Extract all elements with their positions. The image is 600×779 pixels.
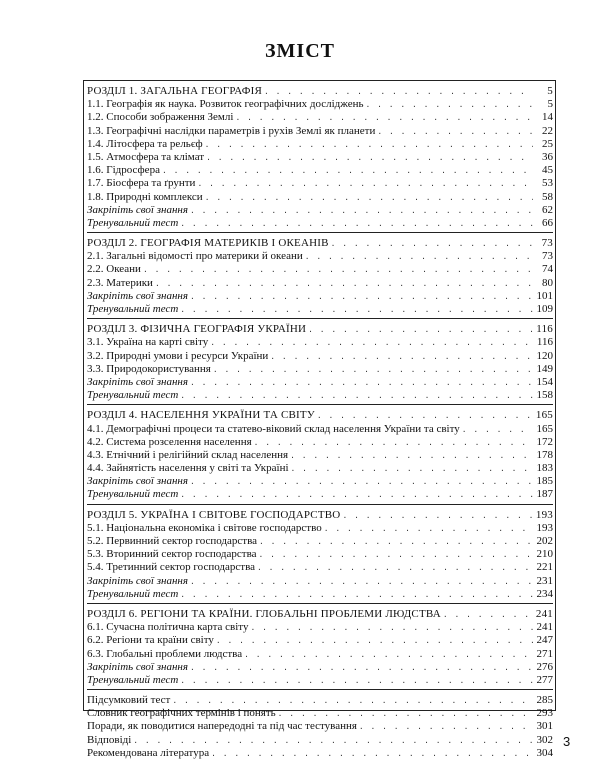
page-title: ЗМІСТ	[265, 40, 335, 62]
table-of-contents	[83, 80, 556, 759]
dot-leader	[206, 151, 533, 164]
toc-entry	[87, 138, 553, 151]
toc-entry-label: 1.7. Біосфера та ґрунти	[87, 177, 196, 190]
dot-leader	[155, 277, 533, 290]
toc-entry	[87, 303, 553, 316]
toc-entry-page: 116	[536, 323, 553, 336]
toc-entry-page: 301	[536, 720, 553, 733]
toc-entry-page: 66	[542, 216, 553, 229]
dot-leader	[190, 475, 533, 488]
toc-entry	[87, 648, 553, 661]
toc-entry-label: 3.2. Природні умови і ресурси України	[87, 349, 269, 362]
dot-leader	[254, 436, 533, 449]
toc-entry-label: 5.2. Первинний сектор господарства	[87, 535, 258, 547]
toc-entry-page: 277	[536, 673, 553, 686]
dot-leader	[290, 449, 533, 462]
dot-leader	[235, 111, 533, 124]
dot-leader	[190, 575, 533, 588]
toc-entry	[87, 707, 553, 720]
toc-entry-label: РОЗДІЛ 2. ГЕОГРАФІЯ МАТЕРИКІВ І ОКЕАНІВ	[87, 237, 329, 250]
toc-entry-label: Закріпіть свої знання	[87, 203, 188, 216]
toc-entry-label: РОЗДІЛ 3. ФІЗИЧНА ГЕОГРАФІЯ УКРАЇНИ	[87, 323, 307, 336]
toc-entry-page: 101	[536, 289, 553, 302]
toc-entry-label: 4.1. Демографічні процеси та статево-віковий склад населення України та світу	[87, 422, 460, 435]
toc-entry	[87, 263, 553, 276]
toc-entry-page: 73	[541, 237, 553, 250]
toc-entry-label: Рекомендована література	[87, 746, 210, 759]
toc-section	[87, 505, 553, 604]
toc-entry	[87, 449, 553, 462]
toc-entry-label: 2.1. Загальні відомості про материки й океани	[87, 250, 303, 263]
toc-entry	[87, 204, 553, 217]
toc-entry-page: 187	[536, 488, 553, 501]
dot-leader	[190, 376, 533, 389]
toc-entry-label: Закріпіть свої знання	[87, 375, 188, 388]
dot-leader	[190, 290, 533, 303]
toc-entry-label: Тренувальний тест	[87, 673, 179, 686]
toc-entry	[87, 336, 553, 349]
dot-leader	[359, 720, 533, 733]
toc-chapter-heading	[87, 323, 553, 336]
dot-leader	[180, 217, 533, 230]
toc-entry-label: РОЗДІЛ 6. РЕГІОНИ ТА КРАЇНИ. ГЛОБАЛЬНІ ПРОБЛЕМИ ЛЮДСТВА	[87, 607, 441, 620]
dot-leader	[180, 674, 533, 687]
toc-entry-label: Закріпіть свої знання	[87, 475, 188, 488]
toc-entry-label: Закріпіть свої знання	[87, 660, 188, 673]
toc-entry-page: 73	[542, 250, 553, 263]
toc-entry-page: 241	[535, 607, 553, 620]
toc-entry-page: 116	[536, 336, 553, 349]
toc-entry-label: 1.2. Способи зображення Землі	[87, 111, 234, 124]
dot-leader	[180, 303, 533, 316]
dot-leader	[331, 237, 533, 250]
toc-entry	[87, 98, 553, 111]
page-number: 3	[563, 734, 571, 749]
toc-entry-page: 45	[542, 164, 553, 177]
toc-entry-page: 165	[536, 422, 553, 435]
dot-leader	[377, 125, 533, 138]
toc-entry-label: Тренувальний тест	[87, 488, 179, 501]
toc-entry	[87, 111, 553, 124]
toc-entry-label: Закріпіть свої знання	[87, 289, 188, 302]
dot-leader	[205, 138, 533, 151]
toc-entry	[87, 376, 553, 389]
toc-entry	[87, 548, 553, 561]
toc-entry-label: 1.8. Природні комплекси	[87, 190, 203, 203]
toc-entry-label: 1.6. Гідросфера	[87, 164, 160, 177]
toc-entry-page: 22	[542, 124, 553, 137]
toc-section	[87, 81, 553, 233]
toc-chapter-heading	[87, 409, 553, 422]
toc-entry-page: 304	[536, 746, 553, 759]
toc-entry-page: 25	[542, 137, 553, 150]
toc-entry-label: 5.1. Національна економіка і світове господарство	[87, 521, 322, 534]
dot-leader	[180, 389, 533, 402]
toc-entry-label: РОЗДІЛ 1. ЗАГАЛЬНА ГЕОГРАФІЯ	[87, 85, 263, 97]
toc-entry	[87, 674, 553, 687]
toc-entry-page: 14	[542, 111, 553, 124]
dot-leader	[317, 409, 533, 422]
toc-entry	[87, 621, 553, 634]
toc-entry	[87, 350, 553, 363]
toc-entry-label: 6.2. Регіони та країни світу	[87, 634, 214, 647]
toc-entry	[87, 588, 553, 601]
toc-entry-page: 185	[536, 475, 553, 488]
toc-entry-page: 36	[542, 150, 553, 163]
dot-leader	[211, 747, 533, 760]
toc-entry-page: 158	[536, 389, 553, 402]
dot-leader	[205, 191, 533, 204]
dot-leader	[180, 488, 533, 501]
toc-entry-label: Тренувальний тест	[87, 587, 179, 600]
toc-entry-label: 2.3. Материки	[87, 276, 153, 289]
toc-entry-page: 221	[536, 561, 553, 574]
dot-leader	[366, 98, 533, 111]
toc-entry	[87, 436, 553, 449]
toc-entry-page: 276	[536, 660, 553, 673]
toc-entry	[87, 290, 553, 303]
toc-entry-page: 109	[536, 303, 553, 315]
toc-entry	[87, 125, 553, 138]
toc-entry-label: Словник географічних термінів і понять	[87, 707, 276, 720]
dot-leader	[278, 707, 533, 720]
toc-chapter-heading	[87, 237, 553, 250]
toc-entry-label: Тренувальний тест	[87, 389, 179, 402]
toc-entry	[87, 277, 553, 290]
dot-leader	[210, 336, 533, 349]
dot-leader	[257, 561, 533, 574]
toc-entry	[87, 488, 553, 501]
toc-entry-page: 178	[536, 448, 553, 461]
dot-leader	[143, 263, 533, 276]
toc-entry-page: 53	[542, 177, 553, 190]
toc-entry	[87, 389, 553, 402]
toc-entry-label: 1.4. Літосфера та рельєф	[87, 137, 203, 150]
toc-entry	[87, 217, 553, 230]
toc-entry	[87, 720, 553, 733]
dot-leader	[264, 85, 533, 98]
dot-leader	[324, 522, 533, 535]
toc-entry	[87, 522, 553, 535]
toc-entry	[87, 634, 553, 647]
toc-entry-page: 302	[536, 733, 553, 746]
toc-entry-page: 234	[536, 587, 553, 600]
toc-entry-page: 210	[536, 548, 553, 561]
toc-entry-page: 80	[542, 276, 553, 289]
toc-entry-page: 165	[535, 409, 553, 422]
dot-leader	[244, 648, 533, 661]
toc-entry	[87, 475, 553, 488]
dot-leader	[213, 363, 533, 376]
toc-entry-page: 149	[536, 362, 553, 375]
toc-entry-label: Тренувальний тест	[87, 216, 179, 229]
dot-leader	[462, 423, 533, 436]
dot-leader	[180, 588, 533, 601]
dot-leader	[308, 323, 533, 336]
toc-entry-label: 5.4. Третинний сектор господарства	[87, 561, 255, 574]
dot-leader	[270, 350, 533, 363]
toc-entry-page: 154	[536, 375, 553, 388]
toc-entry-label: Поради, як поводитися напередодні та під час тестування	[87, 720, 357, 733]
dot-leader	[291, 462, 533, 475]
toc-entry-page: 193	[535, 508, 553, 521]
dot-leader	[259, 548, 533, 561]
toc-entry	[87, 177, 553, 190]
dot-leader	[259, 535, 533, 548]
toc-entry-label: РОЗДІЛ 5. УКРАЇНА І СВІТОВЕ ГОСПОДАРСТВО	[87, 508, 341, 521]
dot-leader	[190, 661, 533, 674]
toc-entry	[87, 694, 553, 707]
toc-entry-label: 4.3. Етнічний і релігійний склад населення	[87, 448, 289, 461]
dot-leader	[443, 608, 533, 621]
toc-entry-page: 58	[542, 190, 553, 203]
toc-entry	[87, 462, 553, 475]
toc-entry	[87, 151, 553, 164]
toc-entry-label: 1.3. Географічні наслідки параметрів і рухів Землі як планети	[87, 124, 376, 137]
toc-entry-page: 120	[536, 349, 553, 362]
toc-entry-page: 5	[547, 98, 553, 111]
toc-entry	[87, 363, 553, 376]
toc-entry-page: 62	[542, 203, 553, 216]
dot-leader	[250, 621, 533, 634]
toc-entry	[87, 575, 553, 588]
toc-entry-page: 231	[536, 574, 553, 587]
toc-entry	[87, 164, 553, 177]
toc-entry-label: Закріпіть свої знання	[87, 574, 188, 587]
dot-leader	[305, 250, 533, 263]
toc-entry-page: 172	[536, 435, 553, 448]
toc-entry	[87, 747, 553, 760]
toc-chapter-heading	[87, 608, 553, 621]
toc-entry-label: 1.5. Атмосфера та клімат	[87, 150, 205, 163]
toc-entry-page: 5	[547, 85, 553, 97]
toc-entry-label: 6.3. Глобальні проблеми людства	[87, 647, 243, 660]
toc-entry-page: 241	[536, 621, 553, 634]
toc-entry-label: Відповіді	[87, 733, 132, 746]
toc-entry-label: 4.4. Зайнятість населення у світі та Україні	[87, 462, 289, 475]
toc-entry-label: РОЗДІЛ 4. НАСЕЛЕННЯ УКРАЇНИ ТА СВІТУ	[87, 409, 315, 422]
toc-chapter-heading	[87, 85, 553, 98]
toc-entry-label: 5.3. Вторинний сектор господарства	[87, 548, 257, 561]
dot-leader	[197, 177, 533, 190]
toc-entry-label: Підсумковий тест	[87, 694, 171, 707]
toc-entry-page: 183	[536, 462, 553, 475]
toc-section	[87, 604, 553, 690]
dot-leader	[162, 164, 533, 177]
toc-section	[87, 405, 553, 504]
toc-entry-label: 1.1. Географія як наука. Розвиток географічних досліджень	[87, 98, 364, 111]
toc-entry	[87, 535, 553, 548]
toc-section	[87, 233, 553, 319]
toc-section	[87, 690, 553, 762]
toc-entry-page: 271	[536, 647, 553, 660]
toc-entry-label: 4.2. Система розселення населення	[87, 435, 252, 448]
toc-entry	[87, 561, 553, 574]
toc-entry-page: 193	[536, 521, 553, 534]
toc-entry	[87, 191, 553, 204]
toc-entry-label: 3.3. Природокористування	[87, 362, 211, 375]
toc-entry-page: 285	[536, 694, 553, 707]
dot-leader	[172, 694, 533, 707]
toc-entry-label: 2.2. Океани	[87, 263, 141, 276]
toc-entry-label: 6.1. Сучасна політична карта світу	[87, 621, 249, 634]
toc-entry-page: 293	[536, 707, 553, 720]
dot-leader	[216, 634, 533, 647]
dot-leader	[190, 204, 533, 217]
toc-entry-label: 3.1. Україна на карті світу	[87, 336, 209, 349]
toc-entry-label: Тренувальний тест	[87, 303, 179, 315]
toc-chapter-heading	[87, 509, 553, 522]
toc-entry	[87, 423, 553, 436]
toc-entry	[87, 661, 553, 674]
toc-entry-page: 202	[536, 535, 553, 547]
toc-entry	[87, 250, 553, 263]
toc-section	[87, 319, 553, 405]
dot-leader	[133, 734, 533, 747]
dot-leader	[342, 509, 533, 522]
toc-entry	[87, 734, 553, 747]
toc-entry-page: 74	[542, 263, 553, 276]
toc-entry-page: 247	[536, 634, 553, 647]
